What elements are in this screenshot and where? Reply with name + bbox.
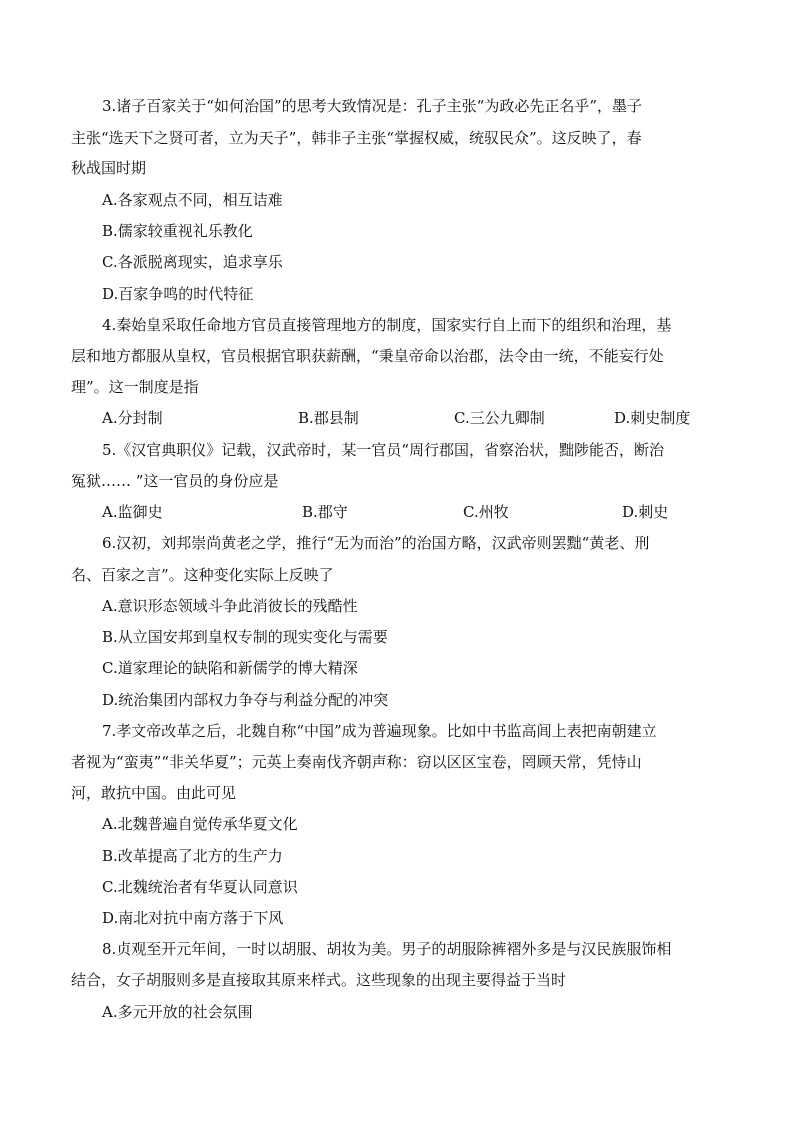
question-5-option-c: C.州牧	[463, 503, 509, 521]
question-7-option-d: D.南北对抗中南方落于下风	[102, 909, 284, 927]
question-6-option-a: A.意识形态领域斗争此消彼长的残酷性	[102, 597, 358, 615]
question-3-option-a: A.各家观点不同，相互诘难	[102, 191, 283, 209]
question-7-line-3: 河，敢抗中国。由此可见	[71, 784, 237, 802]
question-4-line-2: 层和地方都服从皇权，官员根据官职获薪酬，“秉皇帝命以治郡，法令由一统，不能妄行处	[71, 347, 664, 365]
question-3-option-b: B.儒家较重视礼乐教化	[102, 222, 253, 240]
question-4-option-b: B.郡县制	[298, 409, 359, 427]
question-5-line-1: 5.《汉官典职仪》记载，汉武帝时，某一官员“周行郡国，省察治状，黜陟能否，断治	[102, 441, 664, 459]
question-3-line-2: 主张“选天下之贤可者，立为天子”，韩非子主张“掌握权威，统驭民众”。这反映了，春	[71, 129, 642, 147]
question-7-line-1: 7.孝文帝改革之后，北魏自称“中国”成为普遍现象。比如中书监高闾上表把南朝建立	[102, 722, 657, 740]
question-6-line-1: 6.汉初，刘邦崇尚黄老之学，推行“无为而治”的治国方略，汉武帝则罢黜“黄老、刑	[102, 534, 650, 552]
question-3-line-3: 秋战国时期	[71, 159, 147, 177]
question-8-line-2: 结合，女子胡服则多是直接取其原来样式。这些现象的出现主要得益于当时	[71, 971, 567, 989]
question-3-option-d: D.百家争鸣的时代特征	[102, 285, 254, 303]
question-5-option-d: D.刺史	[622, 503, 669, 521]
question-7-line-2: 者视为“蛮夷”“非关华夏”；元英上奏南伐齐朝声称：窃以区区宝卷，罔顾天常，凭恃山	[71, 753, 642, 771]
question-7-option-a: A.北魏普遍自觉传承华夏文化	[102, 815, 298, 833]
question-4-option-c: C.三公九卿制	[454, 409, 545, 427]
question-4-line-1: 4.秦始皇采取任命地方官员直接管理地方的制度，国家实行自上而下的组织和治理，基	[102, 316, 672, 334]
question-6-option-c: C.道家理论的缺陷和新儒学的博大精深	[102, 659, 358, 677]
question-5-line-2: 冤狱…… ”这一官员的身份应是	[71, 472, 279, 490]
question-6-option-b: B.从立国安邦到皇权专制的现实变化与需要	[102, 628, 388, 646]
question-6-line-2: 名、百家之言”。这种变化实际上反映了	[71, 566, 334, 584]
question-5-option-b: B.郡守	[302, 503, 348, 521]
question-3-option-c: C.各派脱离现实，追求享乐	[102, 253, 283, 271]
question-3-line-1: 3.诸子百家关于“如何治国”的思考大致情况是：孔子主张“为政必先正名乎”，墨子	[102, 97, 642, 115]
question-8-option-a: A.多元开放的社会氛围	[102, 1003, 253, 1021]
question-5-option-a: A.监御史	[102, 503, 163, 521]
question-8-line-1: 8.贞观至开元年间，一时以胡服、胡妆为美。男子的胡服除裤褶外多是与汉民族服饰相	[102, 940, 672, 958]
question-7-option-b: B.改革提高了北方的生产力	[102, 847, 283, 865]
question-4-option-a: A.分封制	[102, 409, 163, 427]
question-6-option-d: D.统治集团内部权力争夺与利益分配的冲突	[102, 691, 389, 709]
question-4-option-d: D.刺史制度	[614, 409, 691, 427]
question-4-line-3: 理”。这一制度是指	[71, 378, 199, 396]
question-7-option-c: C.北魏统治者有华夏认同意识	[102, 878, 298, 896]
